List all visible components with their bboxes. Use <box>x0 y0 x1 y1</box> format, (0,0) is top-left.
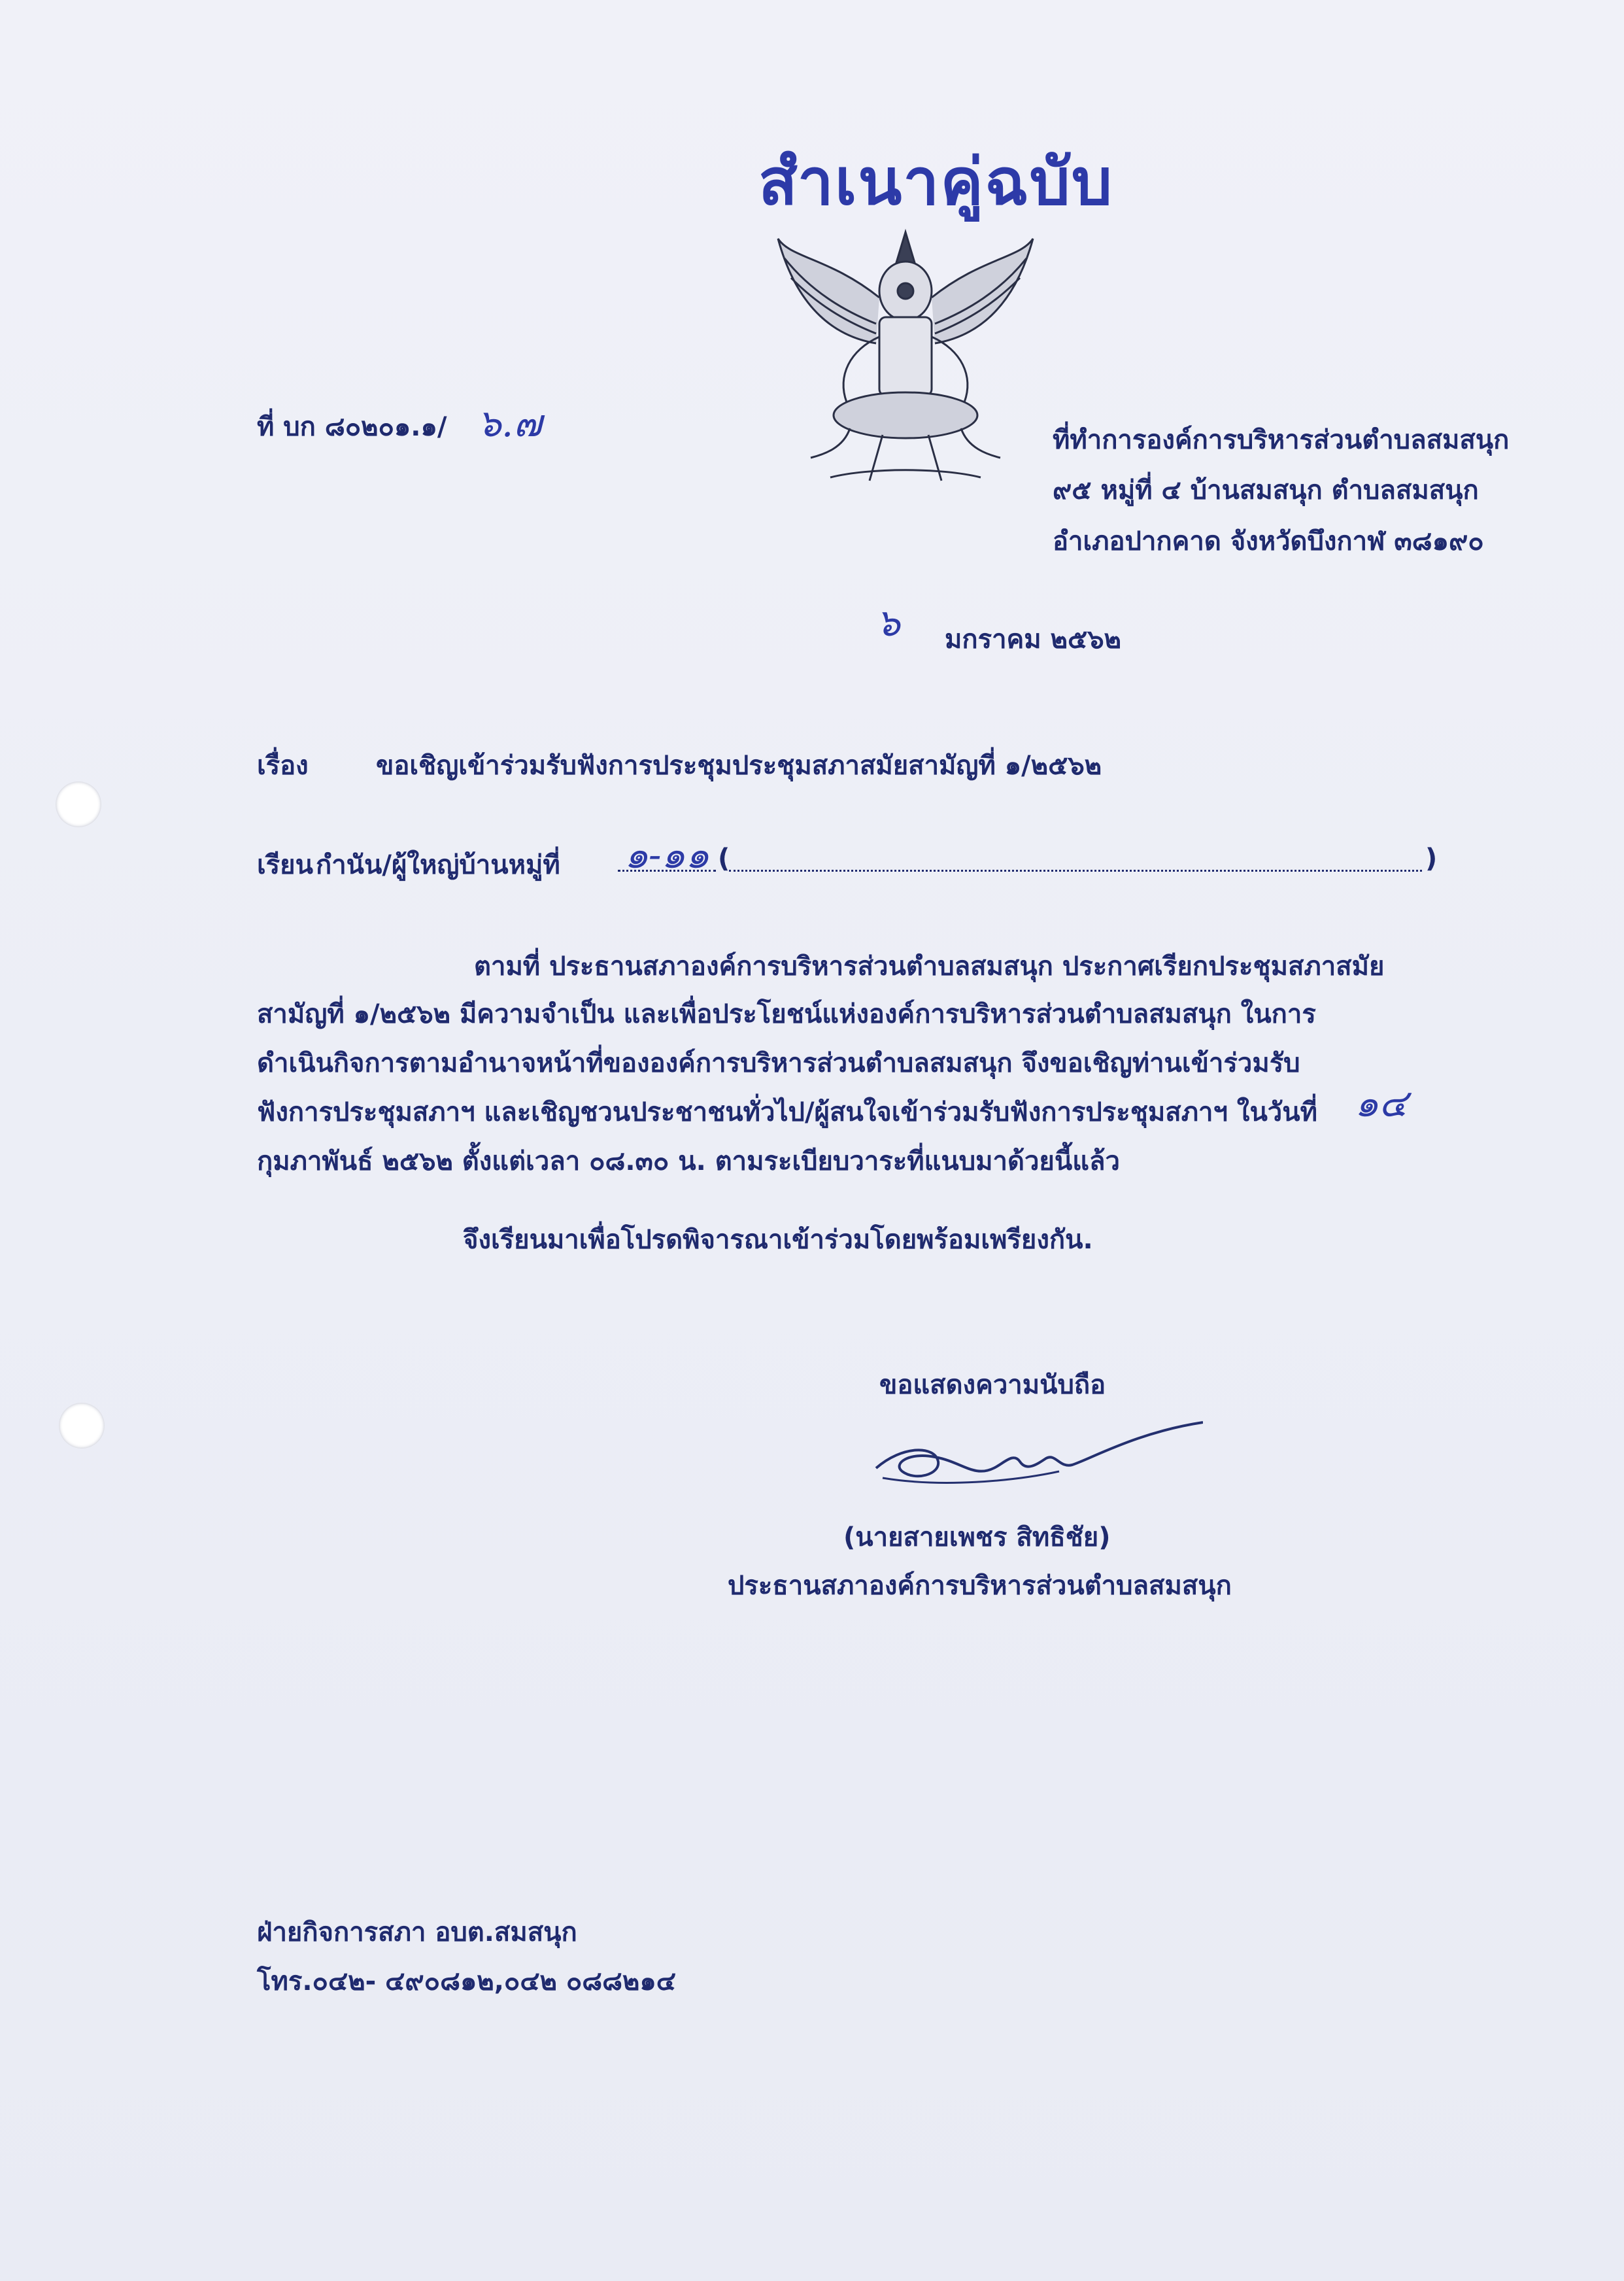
recipient-village-handwritten: ๑-๑๑ <box>624 832 710 877</box>
subject-text: ขอเชิญเข้าร่วมรับฟังการประชุมประชุมสภาสมัยสามัญที่ ๑/๒๕๖๒ <box>376 751 1102 781</box>
recipient-name-dotted-line <box>729 870 1422 872</box>
office-address: ๙๕ หมู่ที่ ๔ บ้านสมสนุก ตำบลสมสนุก <box>1053 475 1479 506</box>
recipient-bracket-close: ) <box>1425 844 1438 874</box>
meeting-day-handwritten: ๑๔ <box>1355 1081 1408 1125</box>
recipient-bracket-open: ( <box>718 844 730 874</box>
office-district: อำเภอปากคาด จังหวัดบึงกาฬ ๓๘๑๙๐ <box>1053 526 1484 557</box>
signatory-position: ประธานสภาองค์การบริหารส่วนตำบลสมสนุก <box>728 1571 1232 1601</box>
body-line-4: ฟังการประชุมสภาฯ และเชิญชวนประชาชนทั่วไป/ผู้สนใจเข้าร่วมรับฟังการประชุมสภาฯ ในวันที่ <box>257 1097 1317 1127</box>
body-line-3: ดำเนินกิจการตามอำนาจหน้าที่ขององค์การบริหารส่วนตำบลสมสนุก จึงขอเชิญท่านเข้าร่วมรับ <box>257 1048 1300 1078</box>
signature <box>863 1406 1203 1504</box>
recipient-text: กำนัน/ผู้ใหญ่บ้านหมู่ที่ <box>316 850 560 880</box>
office-name: ที่ทำการองค์การบริหารส่วนตำบลสมสนุก <box>1053 425 1510 455</box>
garuda-emblem <box>771 219 1040 494</box>
closing-regards: ขอแสดงความนับถือ <box>879 1370 1106 1400</box>
subject-label: เรื่อง <box>257 751 309 781</box>
footer-department: ฝ่ายกิจการสภา อบต.สมสนุก <box>257 1917 577 1947</box>
recipient-label: เรียน <box>257 850 313 880</box>
document-date: มกราคม ๒๕๖๒ <box>945 625 1121 655</box>
date-day-handwritten: ๖ <box>876 600 900 645</box>
binder-hole-bottom <box>59 1403 105 1449</box>
footer-phone: โทร.๐๔๒- ๔๙๐๘๑๒,๐๔๒ ๐๘๘๒๑๔ <box>257 1966 677 1997</box>
copy-stamp: สำเนาคู่ฉบับ <box>758 145 1114 220</box>
body-line-5: กุมภาพันธ์ ๒๕๖๒ ตั้งแต่เวลา ๐๘.๓๐ น. ตามระเบียบวาระที่แนบมาด้วยนี้แล้ว <box>257 1146 1120 1176</box>
body-line-2: สามัญที่ ๑/๒๕๖๒ มีความจำเป็น และเพื่อประโยชน์แห่งองค์การบริหารส่วนตำบลสมสนุก ในการ <box>257 999 1316 1029</box>
signatory-name: (นายสายเพชร สิทธิชัย) <box>843 1522 1111 1552</box>
body-closing-line: จึงเรียนมาเพื่อโปรดพิจารณาเข้าร่วมโดยพร้อมเพรียงกัน. <box>463 1225 1093 1255</box>
body-line-1: ตามที่ ประธานสภาองค์การบริหารส่วนตำบลสมสนุก ประกาศเรียกประชุมสภาสมัย <box>474 952 1385 982</box>
binder-hole-top <box>56 781 101 827</box>
document-number-handwritten: ๖.๗ <box>477 401 542 445</box>
document-number: ที่ บก ๘๐๒๐๑.๑/ <box>257 412 447 442</box>
